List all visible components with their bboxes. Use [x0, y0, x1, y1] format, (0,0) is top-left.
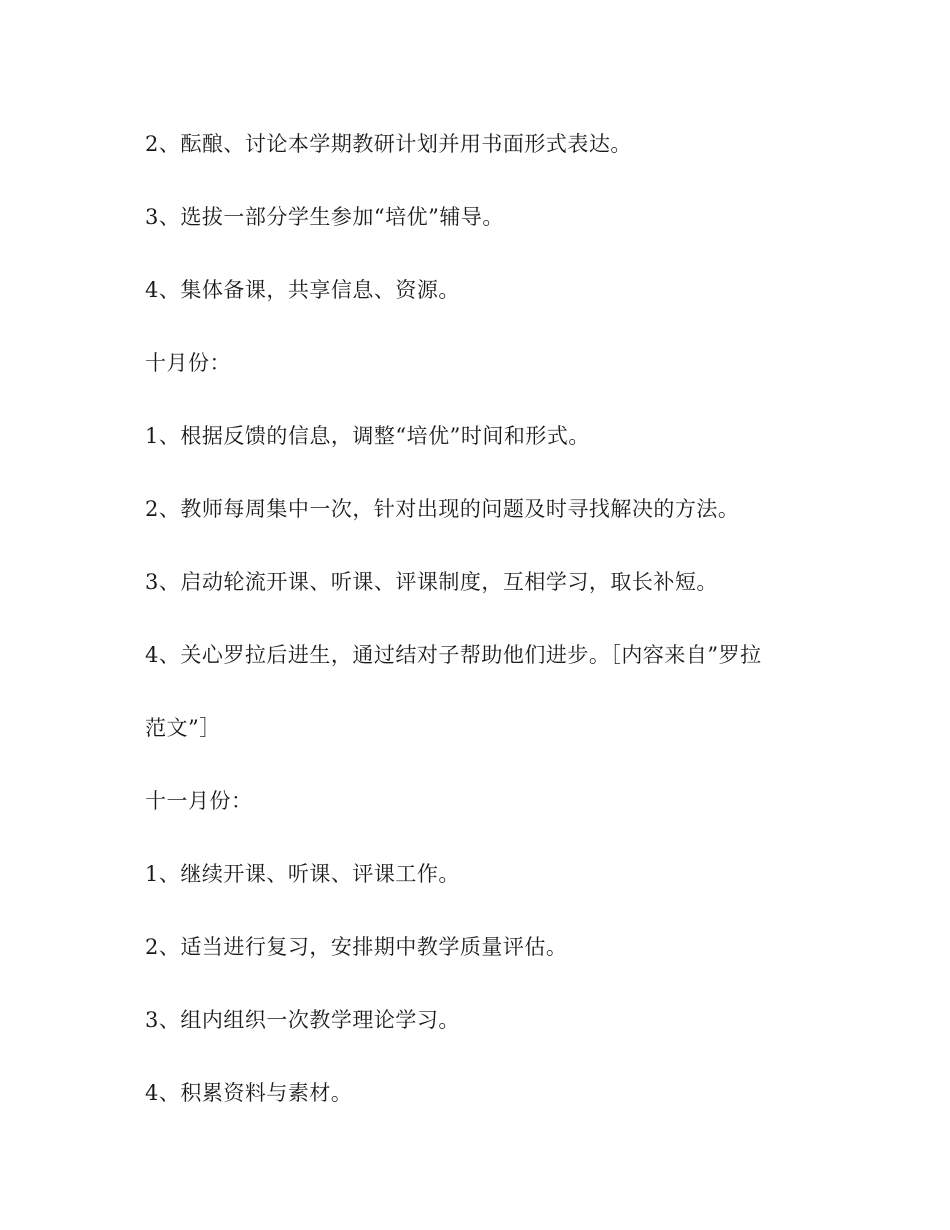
paragraph-line: 范文”］ [145, 716, 221, 740]
paragraph-line: 2、酝酿、讨论本学期教研计划并用书面形式表达。 [145, 132, 632, 156]
paragraph-line: 3、选拔一部分学生参加“培优”辅导。 [145, 205, 504, 229]
paragraph-line: 4、集体备课，共享信息、资源。 [145, 278, 460, 302]
section-heading-november: 十一月份： [145, 789, 253, 813]
paragraph-line: 1、根据反馈的信息，调整“培优”时间和形式。 [145, 424, 590, 448]
paragraph-line: 3、启动轮流开课、听课、评课制度，互相学习，取长补短。 [145, 570, 718, 594]
paragraph-line: 1、继续开课、听课、评课工作。 [145, 862, 460, 886]
paragraph-line: 4、关心罗拉后进生，通过结对子帮助他们进步。［内容来自”罗拉 [145, 643, 762, 667]
paragraph-line: 4、积累资料与素材。 [145, 1081, 353, 1105]
paragraph-line: 3、组内组织一次教学理论学习。 [145, 1008, 460, 1032]
paragraph-line: 2、适当进行复习，安排期中教学质量评估。 [145, 935, 568, 959]
section-heading-october: 十月份： [145, 351, 231, 375]
paragraph-line: 2、教师每周集中一次，针对出现的问题及时寻找解决的方法。 [145, 497, 740, 521]
